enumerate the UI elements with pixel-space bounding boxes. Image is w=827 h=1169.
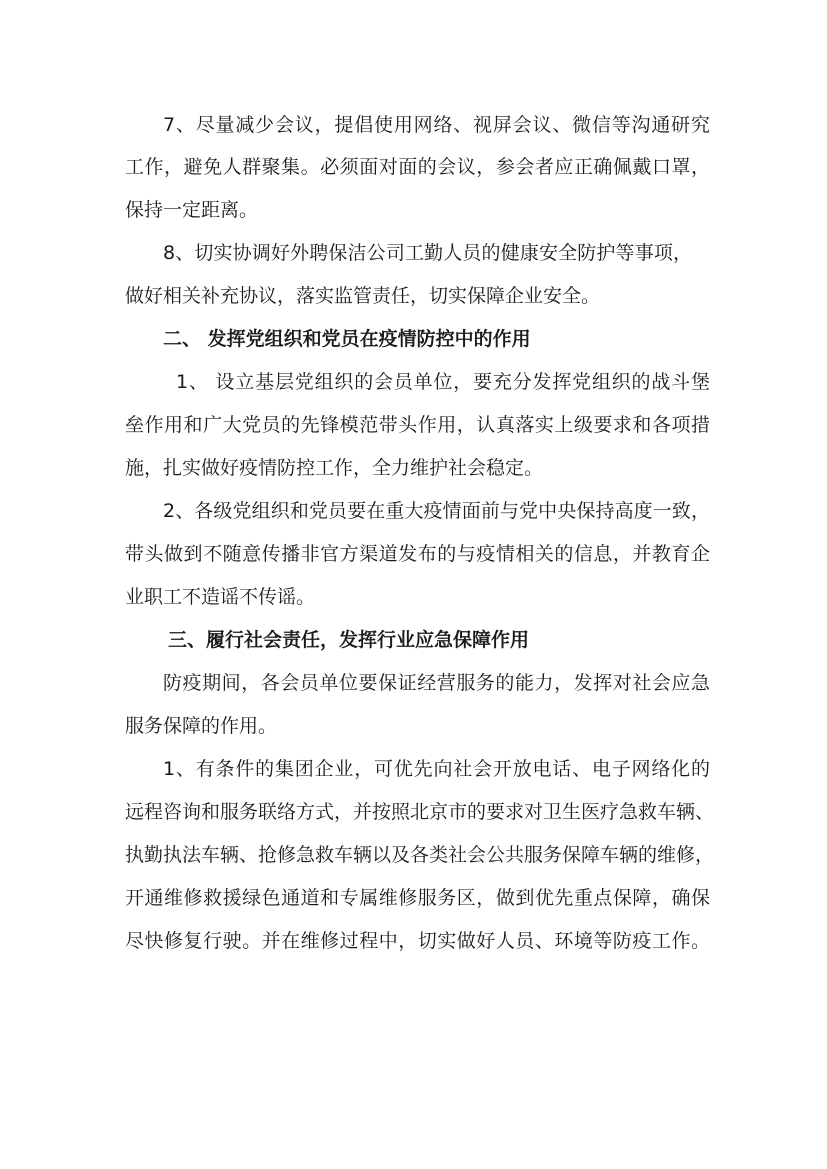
- paragraph-line: 1、 设立基层党组织的会员单位，要充分发挥党组织的战斗堡: [176, 371, 710, 393]
- paragraph-line: 业职工不造谣不传谣。: [125, 586, 316, 608]
- paragraph-line: 开通维修救援绿色通道和专属维修服务区，做到优先重点保障，确保: [125, 887, 710, 909]
- paragraph-line: 7、尽量减少会议，提倡使用网络、视屏会议、微信等沟通研究: [163, 114, 710, 136]
- paragraph-line: 2、各级党组织和党员要在重大疫情面前与党中央保持高度一致，: [163, 500, 710, 522]
- paragraph-line: 垒作用和广大党员的先锋模范带头作用，认真落实上级要求和各项措: [125, 414, 710, 436]
- section-heading: 二、 发挥党组织和党员在疫情防控中的作用: [163, 328, 531, 350]
- paragraph-line: 工作，避免人群聚集。必须面对面的会议，参会者应正确佩戴口罩，: [125, 156, 710, 178]
- paragraph-line: 带头做到不随意传播非官方渠道发布的与疫情相关的信息，并教育企: [125, 543, 710, 565]
- paragraph-line: 尽快修复行驶。并在维修过程中，切实做好人员、环境等防疫工作。: [125, 930, 710, 952]
- paragraph-line: 施，扎实做好疫情防控工作，全力维护社会稳定。: [125, 457, 544, 479]
- paragraph-line: 1、有条件的集团企业，可优先向社会开放电话、电子网络化的: [163, 758, 710, 780]
- paragraph-line: 防疫期间，各会员单位要保证经营服务的能力，发挥对社会应急: [163, 672, 710, 694]
- paragraph-line: 8、切实协调好外聘保洁公司工勤人员的健康安全防护等事项，: [163, 242, 692, 264]
- paragraph-line: 服务保障的作用。: [125, 715, 278, 737]
- paragraph-line: 远程咨询和服务联络方式，并按照北京市的要求对卫生医疗急救车辆、: [125, 801, 715, 823]
- paragraph-line: 做好相关补充协议，落实监管责任，切实保障企业安全。: [125, 285, 601, 307]
- paragraph-line: 保持一定距离。: [125, 199, 259, 221]
- paragraph-line: 执勤执法车辆、抢修急救车辆以及各类社会公共服务保障车辆的维修，: [125, 844, 715, 866]
- section-heading: 三、履行社会责任，发挥行业应急保障作用: [168, 629, 530, 651]
